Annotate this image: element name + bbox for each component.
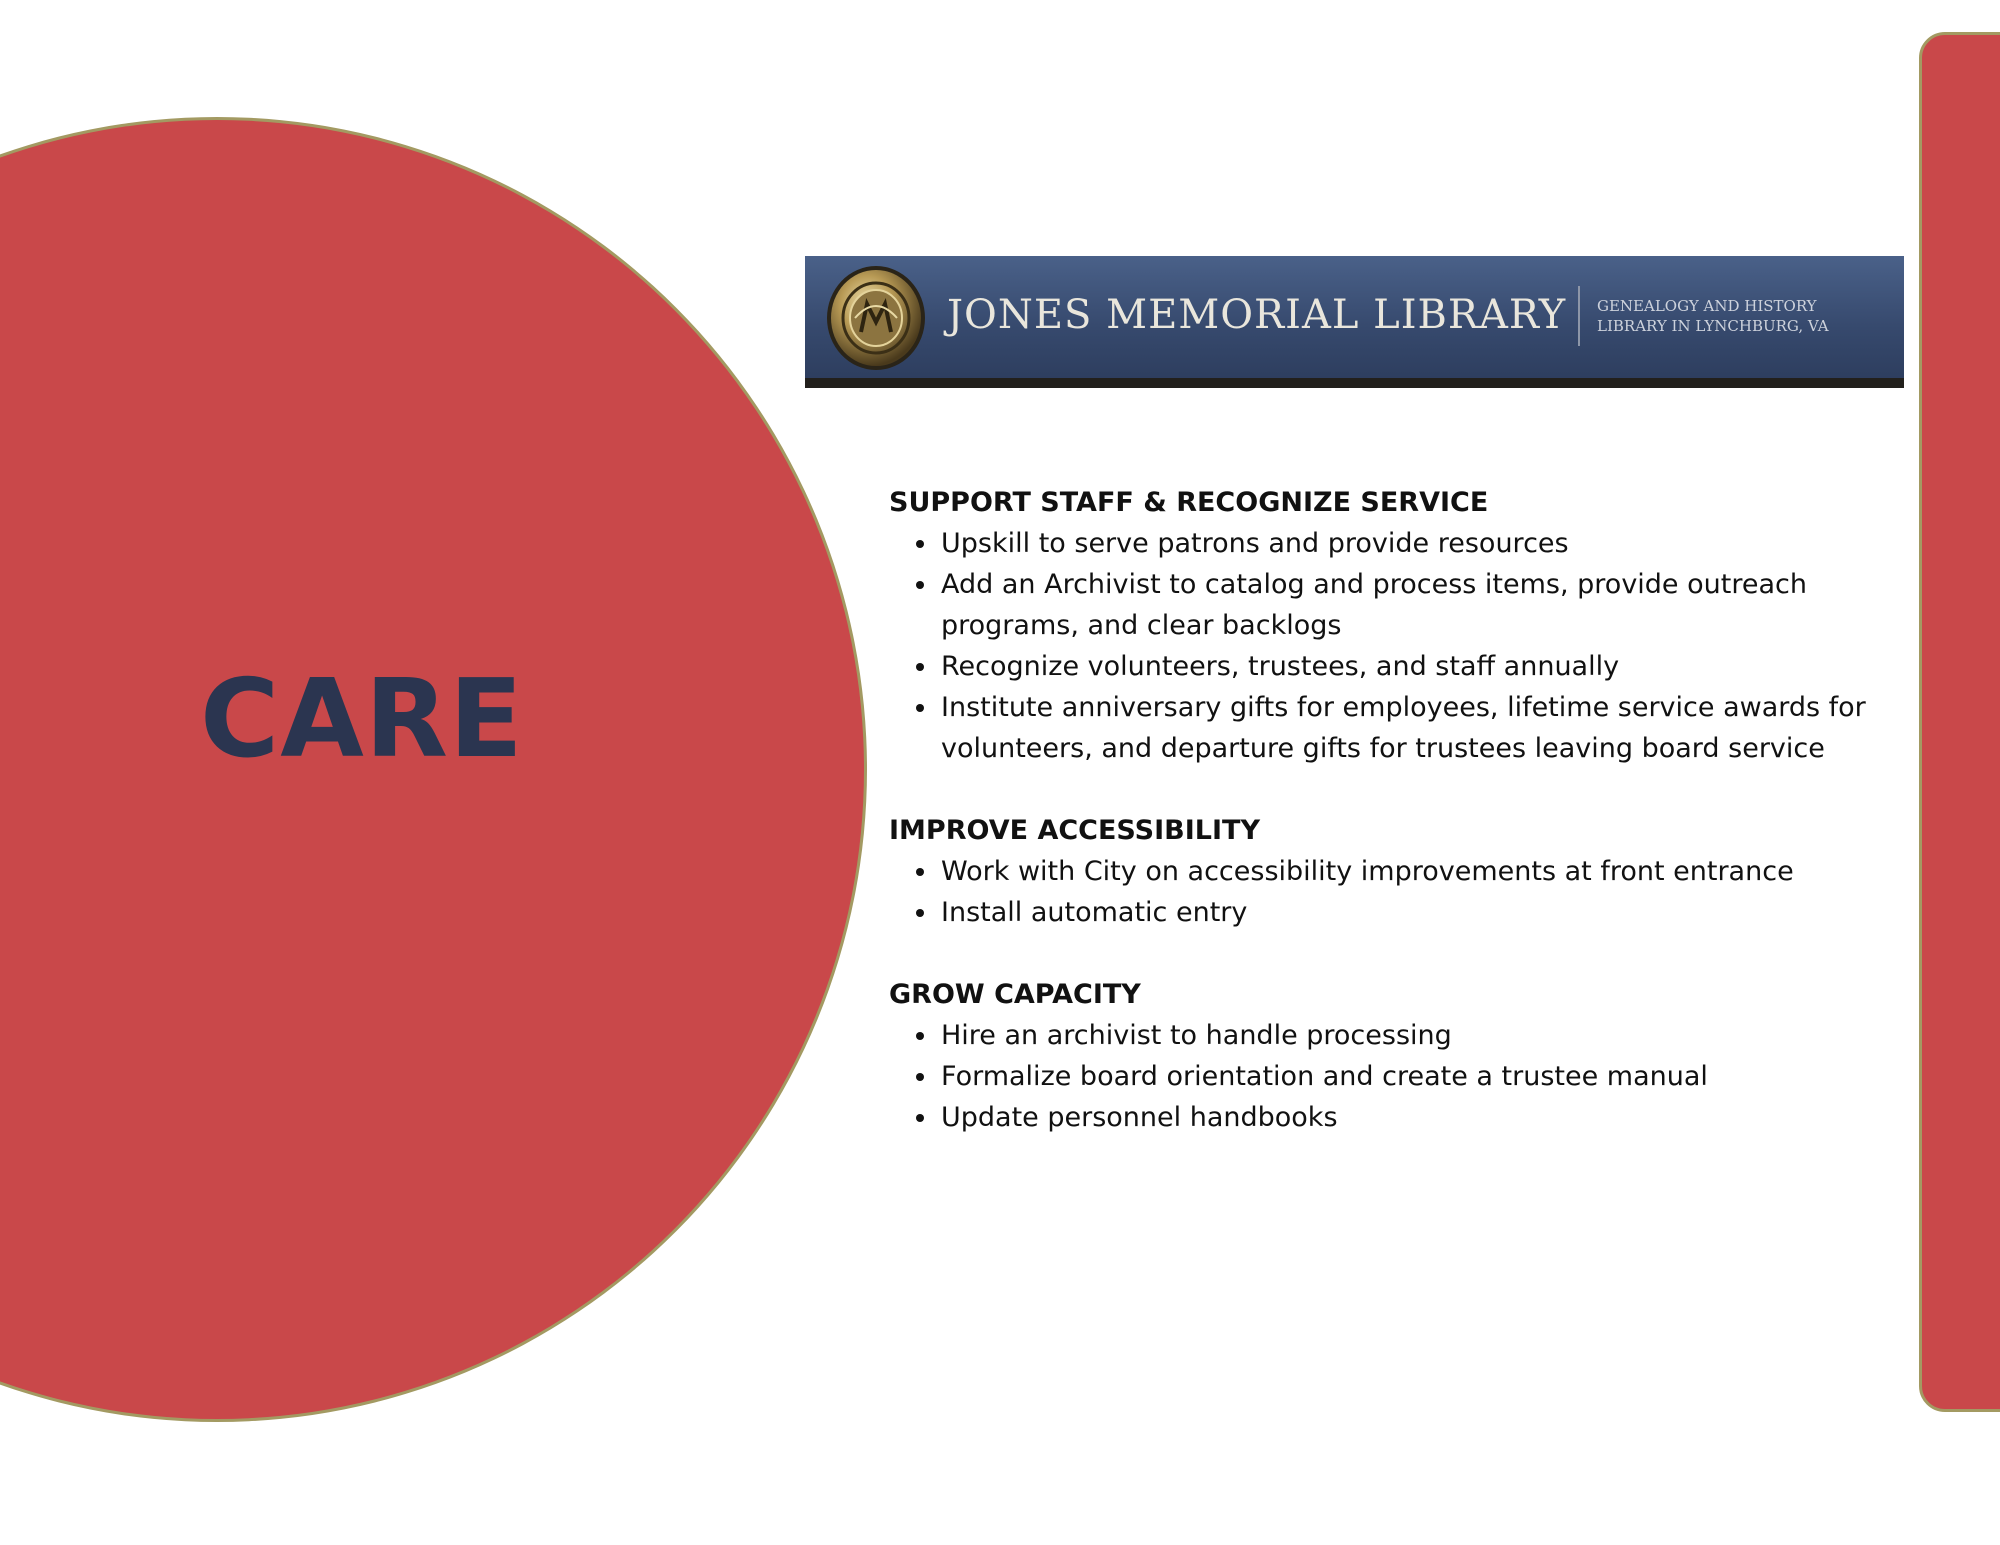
goals-content — [889, 482, 1889, 1179]
banner-subtitle-line-2: LIBRARY IN LYNCHBURG, VA — [1597, 317, 1829, 335]
list-item: • Recognize volunteers, trustees, and staff annually — [939, 646, 1889, 687]
library-banner — [805, 256, 1904, 388]
banner-subtitle-line-1: GENEALOGY AND HISTORY — [1597, 297, 1817, 315]
list-item: • Work with City on accessibility improvements at front entrance — [939, 851, 1889, 892]
section-improve-accessibility — [889, 810, 1889, 933]
list-item: • Formalize board orientation and create a trustee manual — [939, 1056, 1889, 1097]
section-heading: SUPPORT STAFF & RECOGNIZE SERVICE — [889, 487, 1489, 518]
list-item: • Add an Archivist to catalog and process items, provide outreach programs, and clear backlogs — [939, 564, 1889, 646]
list-item: • Upskill to serve patrons and provide resources — [939, 523, 1889, 564]
library-seal-icon — [825, 264, 927, 372]
section-support-staff — [889, 482, 1889, 769]
list-item: • Install automatic entry — [939, 892, 1889, 933]
list-item: • Institute anniversary gifts for employees, lifetime service awards for volunteers, and departure gifts for trustees leaving board service — [939, 687, 1889, 769]
list-item: • Hire an archivist to handle processing — [939, 1015, 1889, 1056]
banner-title: JONES MEMORIAL LIBRARY — [947, 292, 1567, 338]
bullet-list — [889, 523, 1889, 769]
bullet-list — [889, 851, 1889, 933]
bullet-list — [889, 1015, 1889, 1138]
page-title: CARE — [200, 657, 524, 782]
decorative-side-bar — [1919, 32, 2000, 1412]
banner-divider — [1578, 286, 1580, 346]
section-heading: GROW CAPACITY — [889, 979, 1141, 1010]
list-item: • Update personnel handbooks — [939, 1097, 1889, 1138]
section-heading: IMPROVE ACCESSIBILITY — [889, 815, 1260, 846]
section-grow-capacity — [889, 974, 1889, 1138]
banner-subtitle — [1597, 296, 1829, 336]
